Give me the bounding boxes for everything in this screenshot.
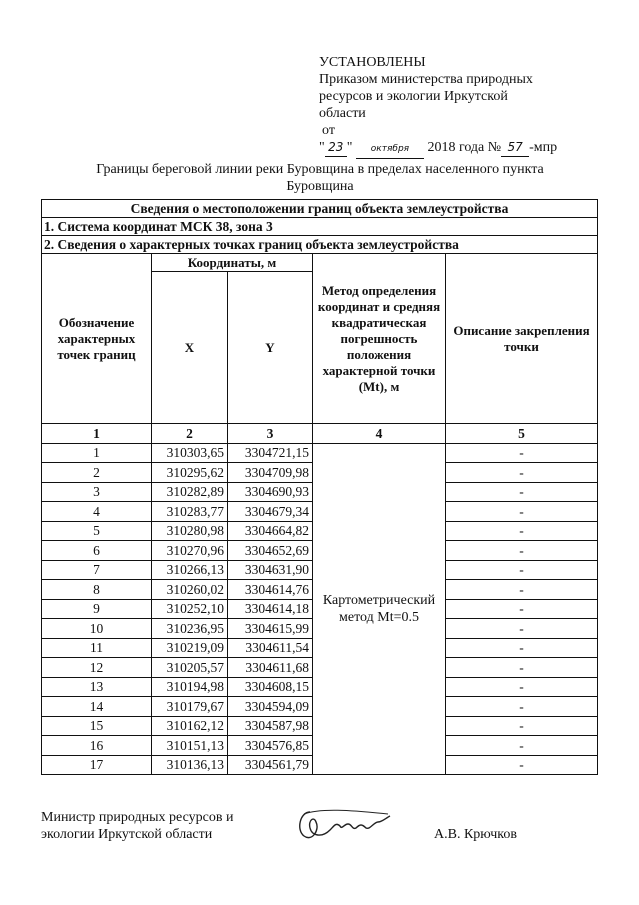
coord-x: 310280,98 — [152, 521, 228, 541]
point-number: 7 — [42, 560, 152, 580]
coord-x: 310282,89 — [152, 482, 228, 502]
point-description: - — [446, 755, 598, 775]
approval-suffix: -мпр — [529, 140, 558, 155]
coord-x: 310151,13 — [152, 736, 228, 756]
approval-title: УСТАНОВЛЕНЫ — [319, 55, 426, 70]
section-title-row — [42, 200, 598, 218]
coord-y: 3304611,68 — [228, 658, 313, 678]
point-number: 5 — [42, 521, 152, 541]
points-title: 2. Сведения о характерных точках границ объекта землеустройства — [42, 236, 598, 254]
coord-y: 3304614,18 — [228, 599, 313, 619]
approval-block — [319, 54, 619, 159]
boundary-table — [41, 199, 598, 775]
point-number: 9 — [42, 599, 152, 619]
point-number: 14 — [42, 697, 152, 717]
subtitle-line-2: Буровщина — [286, 179, 354, 194]
point-number: 4 — [42, 502, 152, 522]
point-description: - — [446, 541, 598, 561]
approval-day: 23 — [325, 139, 347, 157]
coord-y: 3304608,15 — [228, 677, 313, 697]
approval-line-3: области — [319, 106, 366, 121]
point-description: - — [446, 599, 598, 619]
minister-line-2: экологии Иркутской области — [41, 827, 213, 842]
coord-y: 3304709,98 — [228, 463, 313, 483]
approval-date: " 23 " октября 2018 года № 57 -мпр — [319, 139, 619, 159]
coord-y: 3304561,79 — [228, 755, 313, 775]
point-number: 6 — [42, 541, 152, 561]
coord-x: 310270,96 — [152, 541, 228, 561]
point-description: - — [446, 677, 598, 697]
point-description: - — [446, 716, 598, 736]
coord-x: 310194,98 — [152, 677, 228, 697]
coord-y: 3304611,54 — [228, 638, 313, 658]
point-description: - — [446, 736, 598, 756]
coord-x: 310283,77 — [152, 502, 228, 522]
col-y: Y — [228, 272, 313, 424]
coord-y: 3304594,09 — [228, 697, 313, 717]
coord-x: 310260,02 — [152, 580, 228, 600]
point-description: - — [446, 619, 598, 639]
point-description: - — [446, 521, 598, 541]
point-number: 3 — [42, 482, 152, 502]
table-body — [42, 443, 598, 775]
point-number: 11 — [42, 638, 152, 658]
coord-x: 310266,13 — [152, 560, 228, 580]
approval-month: октября — [356, 141, 424, 159]
coord-y: 3304652,69 — [228, 541, 313, 561]
approval-year: 2018 года № — [427, 140, 502, 155]
point-description: - — [446, 502, 598, 522]
section-title: Сведения о местоположении границ объекта землеустройства — [42, 200, 598, 218]
subtitle-line-1: Границы береговой линии реки Буровщина в пределах населенного пункта — [96, 162, 544, 177]
column-numbers-row — [42, 424, 598, 444]
minister-line-1: Министр природных ресурсов и — [41, 810, 234, 825]
minister-title — [41, 809, 233, 843]
col-designation: Обозначение характерных точек границ — [42, 254, 152, 424]
col-num-4: 4 — [313, 424, 446, 444]
coord-x: 310252,10 — [152, 599, 228, 619]
coord-x: 310303,65 — [152, 443, 228, 463]
signer-name: А.В. Крючков — [434, 827, 517, 842]
coord-x: 310236,95 — [152, 619, 228, 639]
coord-y: 3304721,15 — [228, 443, 313, 463]
coord-y: 3304614,76 — [228, 580, 313, 600]
coord-y: 3304679,34 — [228, 502, 313, 522]
col-num-1: 1 — [42, 424, 152, 444]
point-description: - — [446, 463, 598, 483]
method-value: Картометрический метод Mt=0.5 — [313, 443, 446, 775]
points-title-row — [42, 236, 598, 254]
point-description: - — [446, 697, 598, 717]
col-num-3: 3 — [228, 424, 313, 444]
coord-y: 3304576,85 — [228, 736, 313, 756]
point-number: 12 — [42, 658, 152, 678]
coord-y: 3304615,99 — [228, 619, 313, 639]
coord-x: 310136,13 — [152, 755, 228, 775]
coord-x: 310219,09 — [152, 638, 228, 658]
point-number: 13 — [42, 677, 152, 697]
point-description: - — [446, 658, 598, 678]
point-number: 15 — [42, 716, 152, 736]
approval-line-2: ресурсов и экологии Иркутской — [319, 89, 508, 104]
point-description: - — [446, 638, 598, 658]
coord-x: 310162,12 — [152, 716, 228, 736]
point-number: 8 — [42, 580, 152, 600]
col-method: Метод определения координат и средняя квадратическая погрешность положения характерной точки (Mt), м — [313, 254, 446, 424]
point-number: 16 — [42, 736, 152, 756]
coord-y: 3304690,93 — [228, 482, 313, 502]
coord-y: 3304631,90 — [228, 560, 313, 580]
coord-x: 310205,57 — [152, 658, 228, 678]
col-coords: Координаты, м — [152, 254, 313, 272]
approval-line-1: Приказом министерства природных — [319, 72, 533, 87]
coord-y: 3304587,98 — [228, 716, 313, 736]
approval-from: от — [322, 123, 335, 138]
signature-icon — [290, 800, 400, 850]
system-row — [42, 218, 598, 236]
coord-x: 310179,67 — [152, 697, 228, 717]
point-description: - — [446, 580, 598, 600]
coordinate-system: 1. Система координат МСК 38, зона 3 — [42, 218, 598, 236]
coord-y: 3304664,82 — [228, 521, 313, 541]
point-number: 10 — [42, 619, 152, 639]
table-row — [42, 443, 598, 463]
col-description: Описание закрепления точки — [446, 254, 598, 424]
point-number: 17 — [42, 755, 152, 775]
point-description: - — [446, 482, 598, 502]
point-number: 2 — [42, 463, 152, 483]
header-row-1 — [42, 254, 598, 272]
col-num-5: 5 — [446, 424, 598, 444]
point-description: - — [446, 443, 598, 463]
coord-x: 310295,62 — [152, 463, 228, 483]
col-x: X — [152, 272, 228, 424]
point-number: 1 — [42, 443, 152, 463]
col-num-2: 2 — [152, 424, 228, 444]
approval-number: 57 — [501, 139, 529, 157]
document-subtitle — [40, 161, 600, 195]
point-description: - — [446, 560, 598, 580]
